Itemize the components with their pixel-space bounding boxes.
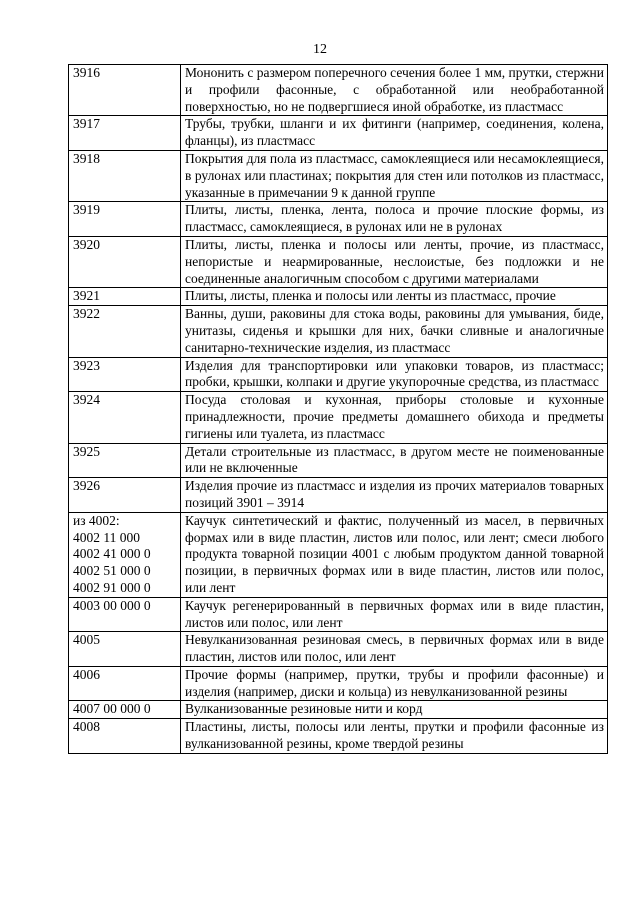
code-cell [69, 357, 181, 392]
table-row [69, 357, 608, 392]
code-cell [69, 116, 181, 151]
code-cell [69, 666, 181, 701]
description-cell: Плиты, листы, пленка и полосы или ленты из пластмасс, прочие [181, 288, 608, 306]
table-row [69, 478, 608, 513]
commodity-code: 4002 41 000 0 [73, 546, 151, 562]
code-cell [69, 202, 181, 237]
commodity-code: 3916 [73, 65, 100, 80]
commodity-code: 3919 [73, 202, 100, 218]
commodity-code: 3921 [73, 288, 100, 304]
description-cell: Посуда столовая и кухонная, приборы столовые и кухонные принадлежности, прочие предметы домашнего обихода и предметы гигиены или туалета, из пластмасс [181, 392, 608, 443]
table-row [69, 288, 608, 306]
table-row [69, 666, 608, 701]
code-cell [69, 478, 181, 513]
table-row [69, 65, 608, 116]
description-cell: Каучук синтетический и фактис, полученный из масел, в первичных формах или в виде пластин, листов или полос, или лент; смеси любого продукта товарной позиции 4001 с любым продуктом данной товарной позиции, в первичных формах или в виде пластин, листов или полос, или лент [181, 512, 608, 597]
table-row [69, 202, 608, 237]
commodity-code: 3923 [73, 357, 100, 373]
code-cell [69, 65, 181, 116]
commodity-code: 4002 11 000 [73, 529, 140, 545]
commodity-code: 4002 51 000 0 [73, 563, 151, 579]
commodity-code: 4006 [73, 666, 100, 682]
commodity-code: 4008 [73, 719, 100, 735]
code-cell [69, 443, 181, 478]
commodity-code: 3922 [73, 306, 100, 322]
description-cell: Мононить с размером поперечного сечения более 1 мм, прутки, стержни и профили фасонные, с обработанной или необработанной поверхностью, но не подвергшиеся иной обработке, из пластмасс [181, 65, 608, 116]
table-row [69, 116, 608, 151]
commodity-code: 4003 00 000 0 [73, 597, 151, 613]
table-row [69, 632, 608, 667]
code-cell [69, 512, 181, 597]
commodity-code-table [68, 64, 608, 754]
commodity-code: 4005 [73, 632, 100, 648]
code-cell [69, 392, 181, 443]
table-body [69, 65, 608, 754]
commodity-code: 3920 [73, 236, 100, 252]
description-cell: Покрытия для пола из пластмасс, самоклеящиеся или несамоклеящиеся, в рулонах или пластинах; покрытия для стен или потолков из пластмасс, указанные в примечании 9 к данной группе [181, 150, 608, 201]
table-row [69, 443, 608, 478]
table-row [69, 306, 608, 357]
code-cell [69, 288, 181, 306]
description-cell: Плиты, листы, пленка и полосы или ленты, прочие, из пластмасс, непористые и неармированные, неслоистые, без подложки и не соединенные аналогичным способом с другими материалами [181, 236, 608, 287]
code-cell [69, 306, 181, 357]
table-row [69, 719, 608, 754]
table-row [69, 701, 608, 719]
description-cell: Изделия прочие из пластмасс и изделия из прочих материалов товарных позиций 3901 – 3914 [181, 478, 608, 513]
commodity-code: 4007 00 000 0 [73, 701, 151, 717]
description-cell: Плиты, листы, пленка, лента, полоса и прочие плоские формы, из пластмасс, самоклеящиеся, в рулонах или не в рулонах [181, 202, 608, 237]
code-cell [69, 719, 181, 754]
commodity-code: 4002 91 000 0 [73, 579, 151, 595]
description-cell: Вулканизованные резиновые нити и корд [181, 701, 608, 719]
description-cell: Каучук регенерированный в первичных формах или в виде пластин, листов или полос, или лент [181, 597, 608, 632]
description-cell: Детали строительные из пластмасс, в другом месте не поименованные или не включенные [181, 443, 608, 478]
description-cell: Трубы, трубки, шланги и их фитинги (например, соединения, колена, фланцы), из пластмасс [181, 116, 608, 151]
description-cell: Пластины, листы, полосы или ленты, прутки и профили фасонные из вулканизованной резины, кроме твердой резины [181, 719, 608, 754]
commodity-code: 3917 [73, 116, 100, 132]
page-number: 12 [313, 42, 327, 57]
description-cell: Изделия для транспортировки или упаковки товаров, из пластмасс; пробки, крышки, колпаки и другие укупорочные средства, из пластмасс [181, 357, 608, 392]
commodity-code: из 4002: [73, 512, 120, 528]
code-cell [69, 632, 181, 667]
table-row [69, 512, 608, 597]
table-row [69, 236, 608, 287]
commodity-code: 3924 [73, 392, 100, 408]
code-cell [69, 150, 181, 201]
code-cell [69, 701, 181, 719]
description-cell: Невулканизованная резиновая смесь, в первичных формах или в виде пластин, листов или полос, или лент [181, 632, 608, 667]
description-cell: Прочие формы (например, прутки, трубы и профили фасонные) и изделия (например, диски и кольца) из невулканизованной резины [181, 666, 608, 701]
table-row [69, 597, 608, 632]
code-cell [69, 236, 181, 287]
description-cell: Ванны, души, раковины для стока воды, раковины для умывания, биде, унитазы, сиденья и крышки для них, бачки сливные и аналогичные санитарно-технические изделия, из пластмасс [181, 306, 608, 357]
code-cell [69, 597, 181, 632]
commodity-code: 3925 [73, 443, 100, 459]
commodity-code: 3918 [73, 150, 100, 166]
table-row [69, 150, 608, 201]
commodity-code: 3926 [73, 478, 100, 494]
table-row [69, 392, 608, 443]
